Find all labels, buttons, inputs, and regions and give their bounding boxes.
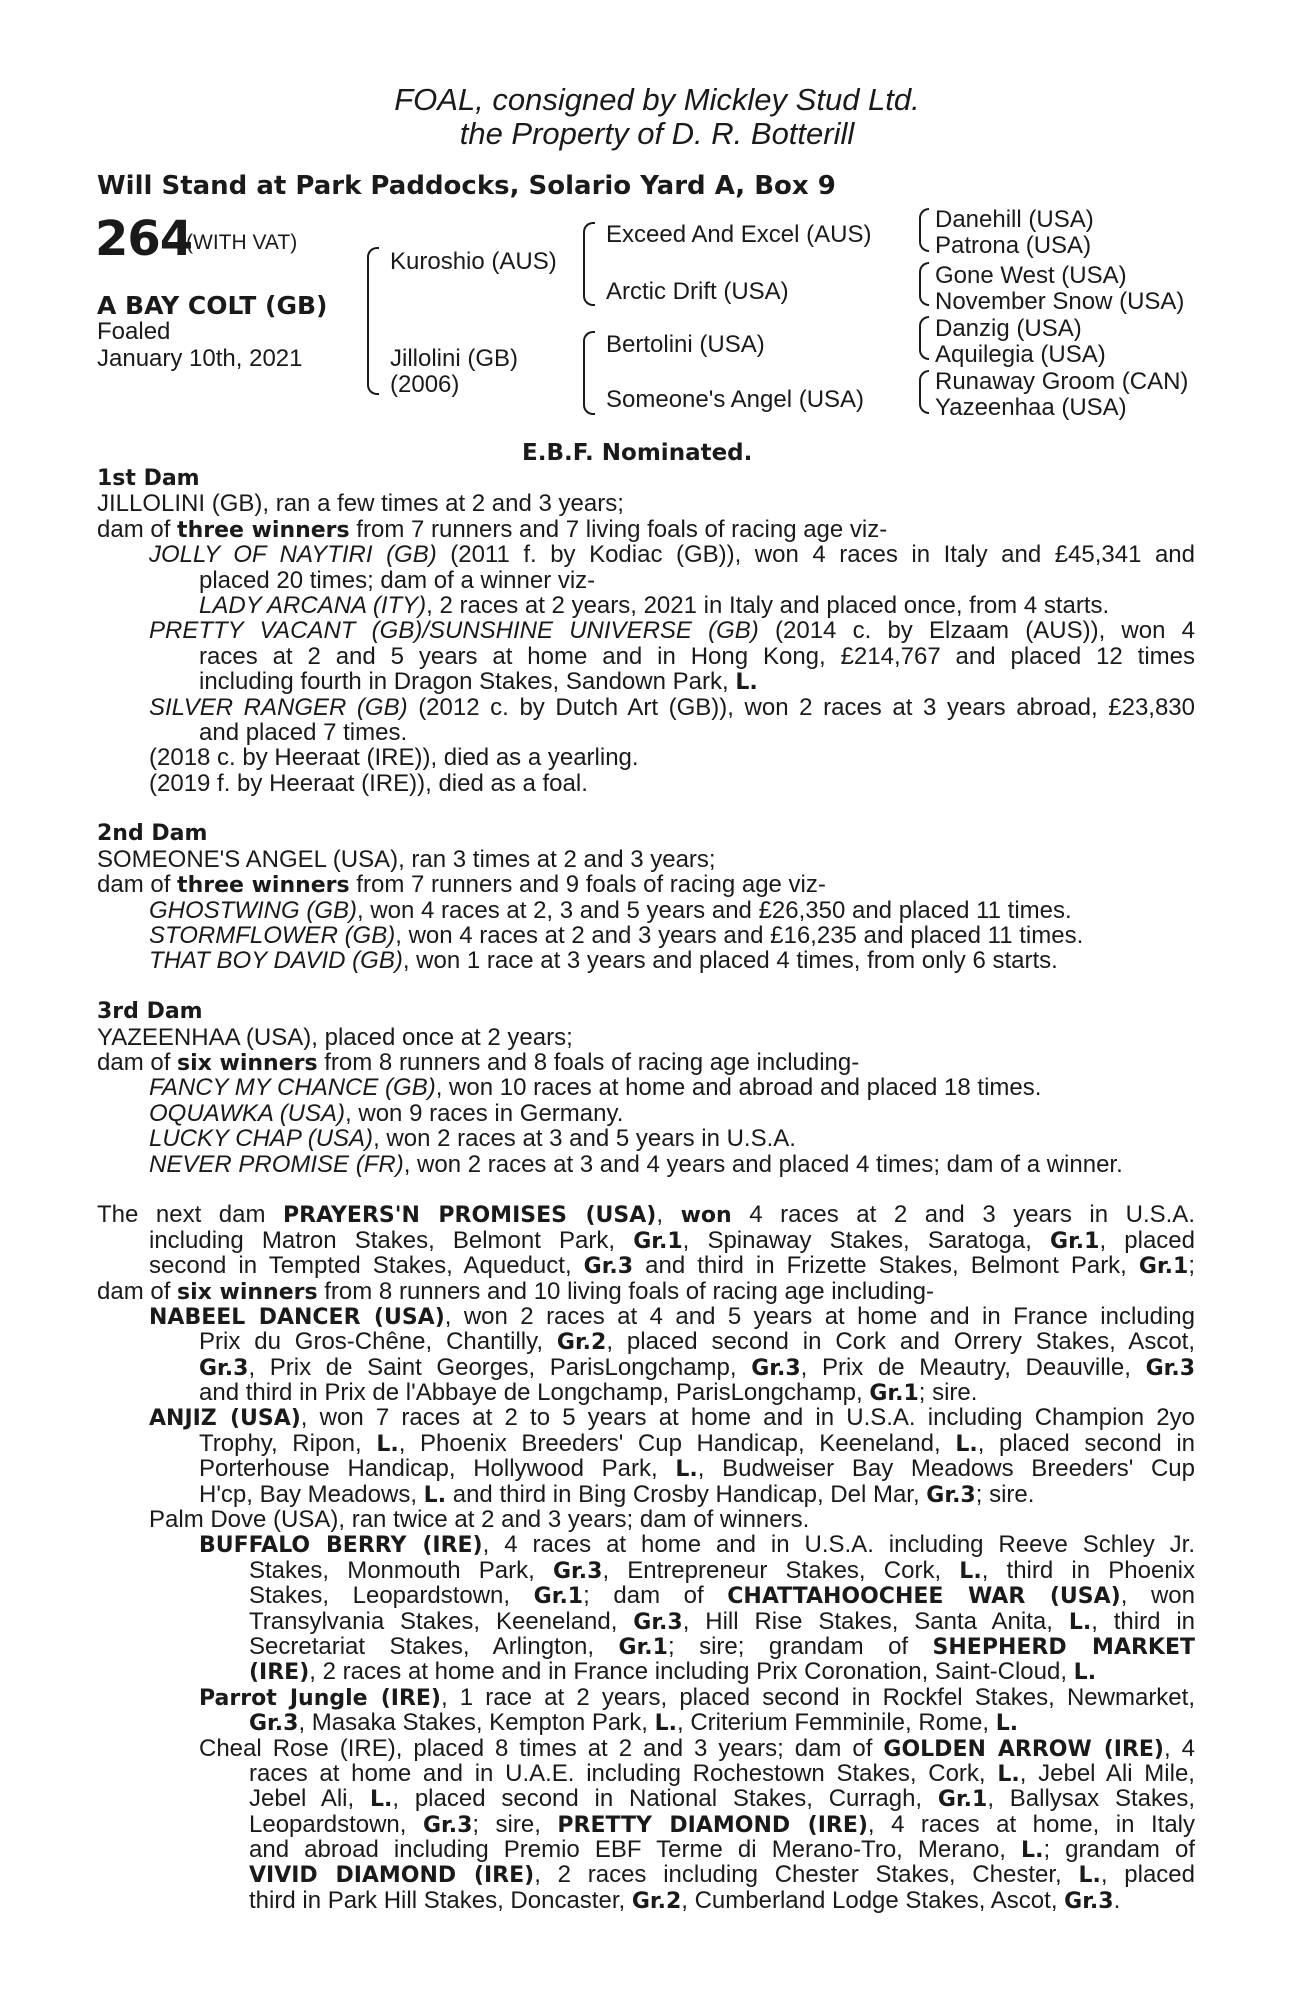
horse-description: A BAY COLT (GB) [97, 291, 328, 320]
dam3-progeny-4: NEVER PROMISE (FR), won 2 races at 3 and 4 years and placed 4 times; dam of a winner. [149, 1150, 1123, 1178]
vat-note: (WITH VAT) [186, 231, 298, 254]
sire-sire: Exceed And Excel (AUS) [606, 221, 872, 248]
nabeel-dancer-line: NABEEL DANCER (USA), won 2 races at 4 and 5 years at home and in France including [149, 1303, 1195, 1330]
buffalo-berry-line: BUFFALO BERRY (IRE), 4 races at home and in U.S.A. including Reeve Schley Jr. [199, 1532, 1195, 1558]
buffalo-berry-cont-2: Stakes, Leopardstown, Gr.1; dam of CHATTAHOOCHEE WAR (USA), won [249, 1583, 1195, 1609]
dam1-progeny-5: (2019 f. by Heeraat (IRE)), died as a foal. [149, 769, 588, 797]
cheal-rose-cont-3: Leopardstown, Gr.3; sire, PRETTY DIAMOND (IRE), 4 races at home, in Italy [249, 1811, 1195, 1838]
property-line: the Property of D. R. Botterill [459, 116, 855, 151]
dam3-progeny-1: FANCY MY CHANCE (GB), won 10 races at home and abroad and placed 18 times. [149, 1074, 1042, 1102]
dam2-progeny-1: GHOSTWING (GB), won 4 races at 2, 3 and 5 years and £26,350 and placed 11 times. [149, 896, 1072, 924]
ped-ddd: Yazeenhaa (USA) [935, 394, 1127, 421]
dam3-progeny-2: OQUAWKA (USA), won 9 races in Germany. [149, 1099, 624, 1127]
ped-dds: Runaway Groom (CAN) [935, 368, 1189, 395]
dam2-line: SOMEONE'S ANGEL (USA), ran 3 times at 2 and 3 years; [97, 845, 716, 873]
next-dam-line: The next dam PRAYERS'N PROMISES (USA), won 4 races at 2 and 3 years in U.S.A. [97, 1202, 1195, 1228]
pedigree-brace-main [367, 247, 379, 395]
buffalo-berry-cont-5: (IRE), 2 races at home and in France including Prix Coronation, Saint-Cloud, L. [249, 1658, 1097, 1686]
cheal-rose-cont-1: races at home and in U.A.E. including Rochestown Stakes, Cork, L., Jebel Ali Mile, [249, 1760, 1195, 1787]
sire-name: Kuroshio (AUS) [390, 248, 557, 275]
ped-ssd: Patrona (USA) [935, 232, 1092, 259]
pedigree-brace-ss [919, 208, 929, 252]
dam2-progeny-3: THAT BOY DAVID (GB), won 1 race at 3 years and placed 4 times, from only 6 starts. [149, 947, 1058, 975]
spacer [97, 796, 1195, 821]
dam1-progeny-4: (2018 c. by Heeraat (IRE)), died as a yearling. [149, 744, 639, 772]
foaled-date: January 10th, 2021 [97, 345, 303, 372]
pedigree-brace-sire [583, 222, 595, 306]
next-dam-produce: dam of six winners from 8 runners and 10 living foals of racing age including- [97, 1277, 934, 1305]
ped-dsd: Aquilegia (USA) [935, 341, 1106, 368]
dam1-progeny-1-cont: placed 20 times; dam of a winner viz- [199, 566, 596, 594]
ebf-nominated: E.B.F. Nominated. [522, 440, 753, 466]
dam1-progeny-1: JOLLY OF NAYTIRI (GB) (2011 f. by Kodiac (GB)), won 4 races in Italy and £45,341 and [149, 542, 1195, 568]
dam1-produce-line: dam of three winners from 7 runners and 7 living foals of racing age viz- [97, 515, 888, 543]
buffalo-berry-cont-4: Secretariat Stakes, Arlington, Gr.1; sire; grandam of SHEPHERD MARKET [249, 1633, 1195, 1660]
dam1-progeny-1-winner: LADY ARCANA (ITY), 2 races at 2 years, 2021 in Italy and placed once, from 4 starts. [199, 591, 1110, 619]
pedigree-brace-ds [919, 316, 929, 360]
consignor-line: FOAL, consigned by Mickley Stud Ltd. [394, 82, 920, 117]
cheal-rose-cont-5: VIVID DIAMOND (IRE), 2 races including Chester Stakes, Chester, L., placed [249, 1862, 1195, 1888]
family-body [97, 466, 1195, 1913]
dam2-produce-line: dam of three winners from 7 runners and 9 foals of racing age viz- [97, 871, 826, 899]
ped-dss: Danzig (USA) [935, 315, 1082, 342]
next-dam-cont-1: including Matron Stakes, Belmont Park, Gr.1, Spinaway Stakes, Saratoga, Gr.1, placed [149, 1227, 1195, 1254]
dam1-progeny-2: PRETTY VACANT (GB)/SUNSHINE UNIVERSE (GB) (2014 c. by Elzaam (AUS)), won 4 [149, 618, 1195, 644]
cheal-rose-cont-4: and abroad including Premio EBF Terme di Merano-Tro, Merano, L.; grandam of [249, 1837, 1195, 1863]
parrot-jungle-line: Parrot Jungle (IRE), 1 race at 2 years, placed second in Rockfel Stakes, Newmarket, [199, 1684, 1195, 1711]
parrot-jungle-cont: Gr.3, Masaka Stakes, Kempton Park, L., Criterium Femminile, Rome, L. [249, 1709, 1019, 1737]
sire-dam: Arctic Drift (USA) [606, 278, 789, 305]
stand-location: Will Stand at Park Paddocks, Solario Yard A, Box 9 [97, 171, 836, 201]
anjiz-cont-2: Porterhouse Handicap, Hollywood Park, L., Budweiser Bay Meadows Breeders' Cup [199, 1456, 1195, 1482]
dam-year: (2006) [390, 371, 460, 398]
nabeel-dancer-cont-1: Prix du Gros-Chêne, Chantilly, Gr.2, placed second in Cork and Orrery Stakes, Ascot, [199, 1329, 1195, 1355]
dam-dam: Someone's Angel (USA) [606, 386, 865, 413]
buffalo-berry-cont-1: Stakes, Monmouth Park, Gr.3, Entrepreneur Stakes, Cork, L., third in Phoenix [249, 1557, 1195, 1584]
dam-sire: Bertolini (USA) [606, 331, 765, 358]
pedigree-brace-dd [919, 370, 929, 414]
dam1-line: JILLOLINI (GB), ran a few times at 2 and 3 years; [97, 490, 624, 518]
dam3-heading: 3rd Dam [97, 999, 203, 1025]
dam1-heading: 1st Dam [97, 466, 200, 491]
dam1-progeny-3: SILVER RANGER (GB) (2012 c. by Dutch Art (GB)), won 2 races at 3 years abroad, £23,830 [149, 694, 1195, 720]
pedigree-brace-sd [919, 262, 929, 306]
dam1-progeny-2-cont: races at 2 and 5 years at home and in Hong Kong, £214,767 and placed 12 times [199, 643, 1195, 670]
anjiz-cont-1: Trophy, Ripon, L., Phoenix Breeders' Cup Handicap, Keeneland, L., placed second in [199, 1430, 1195, 1457]
ped-sds: Gone West (USA) [935, 262, 1127, 289]
buffalo-berry-cont-3: Transylvania Stakes, Keeneland, Gr.3, Hill Rise Stakes, Santa Anita, L., third in [249, 1608, 1195, 1634]
dam3-produce-line: dam of six winners from 8 runners and 8 foals of racing age including- [97, 1048, 860, 1076]
dam2-progeny-2: STORMFLOWER (GB), won 4 races at 2 and 3 years and £16,235 and placed 11 times. [149, 922, 1084, 950]
spacer [97, 1177, 1195, 1202]
ped-sdd: November Snow (USA) [935, 288, 1185, 315]
lot-number: 264 [95, 211, 193, 267]
cheal-rose-cont-2: Jebel Ali, L., placed second in National Stakes, Curragh, Gr.1, Ballysax Stakes, [249, 1786, 1195, 1812]
ped-sss: Danehill (USA) [935, 206, 1094, 233]
dam3-line: YAZEENHAA (USA), placed once at 2 years; [97, 1023, 573, 1051]
dam3-progeny-3: LUCKY CHAP (USA), won 2 races at 3 and 5 years in U.S.A. [149, 1125, 796, 1153]
nabeel-dancer-cont-2: Gr.3, Prix de Saint Georges, ParisLongchamp, Gr.3, Prix de Meautry, Deauville, Gr.3 [199, 1354, 1195, 1381]
pedigree-brace-dam [583, 331, 595, 415]
dam2-heading: 2nd Dam [97, 821, 208, 847]
nabeel-dancer-cont-3: and third in Prix de l'Abbaye de Longchamp, ParisLongchamp, Gr.1; sire. [199, 1379, 978, 1407]
anjiz-line: ANJIZ (USA), won 7 races at 2 to 5 years at home and in U.S.A. including Champion 2yo [149, 1405, 1195, 1431]
dam1-progeny-2-cont2: including fourth in Dragon Stakes, Sandown Park, L. [199, 668, 758, 696]
dam1-progeny-3-cont: and placed 7 times. [199, 718, 408, 746]
cheal-rose-cont-6: third in Park Hill Stakes, Doncaster, Gr.2, Cumberland Lodge Stakes, Ascot, Gr.3. [249, 1886, 1121, 1914]
spacer [97, 974, 1195, 999]
next-dam-cont-2: second in Tempted Stakes, Aqueduct, Gr.3 and third in Frizette Stakes, Belmont Park, Gr.1; [149, 1253, 1195, 1279]
palm-dove-line: Palm Dove (USA), ran twice at 2 and 3 years; dam of winners. [149, 1506, 810, 1534]
foaled-label: Foaled [97, 318, 171, 345]
cheal-rose-line: Cheal Rose (IRE), placed 8 times at 2 and 3 years; dam of GOLDEN ARROW (IRE), 4 [199, 1735, 1195, 1761]
anjiz-cont-3: H'cp, Bay Meadows, L. and third in Bing Crosby Handicap, Del Mar, Gr.3; sire. [199, 1480, 1035, 1508]
dam-name: Jillolini (GB) [390, 345, 519, 372]
